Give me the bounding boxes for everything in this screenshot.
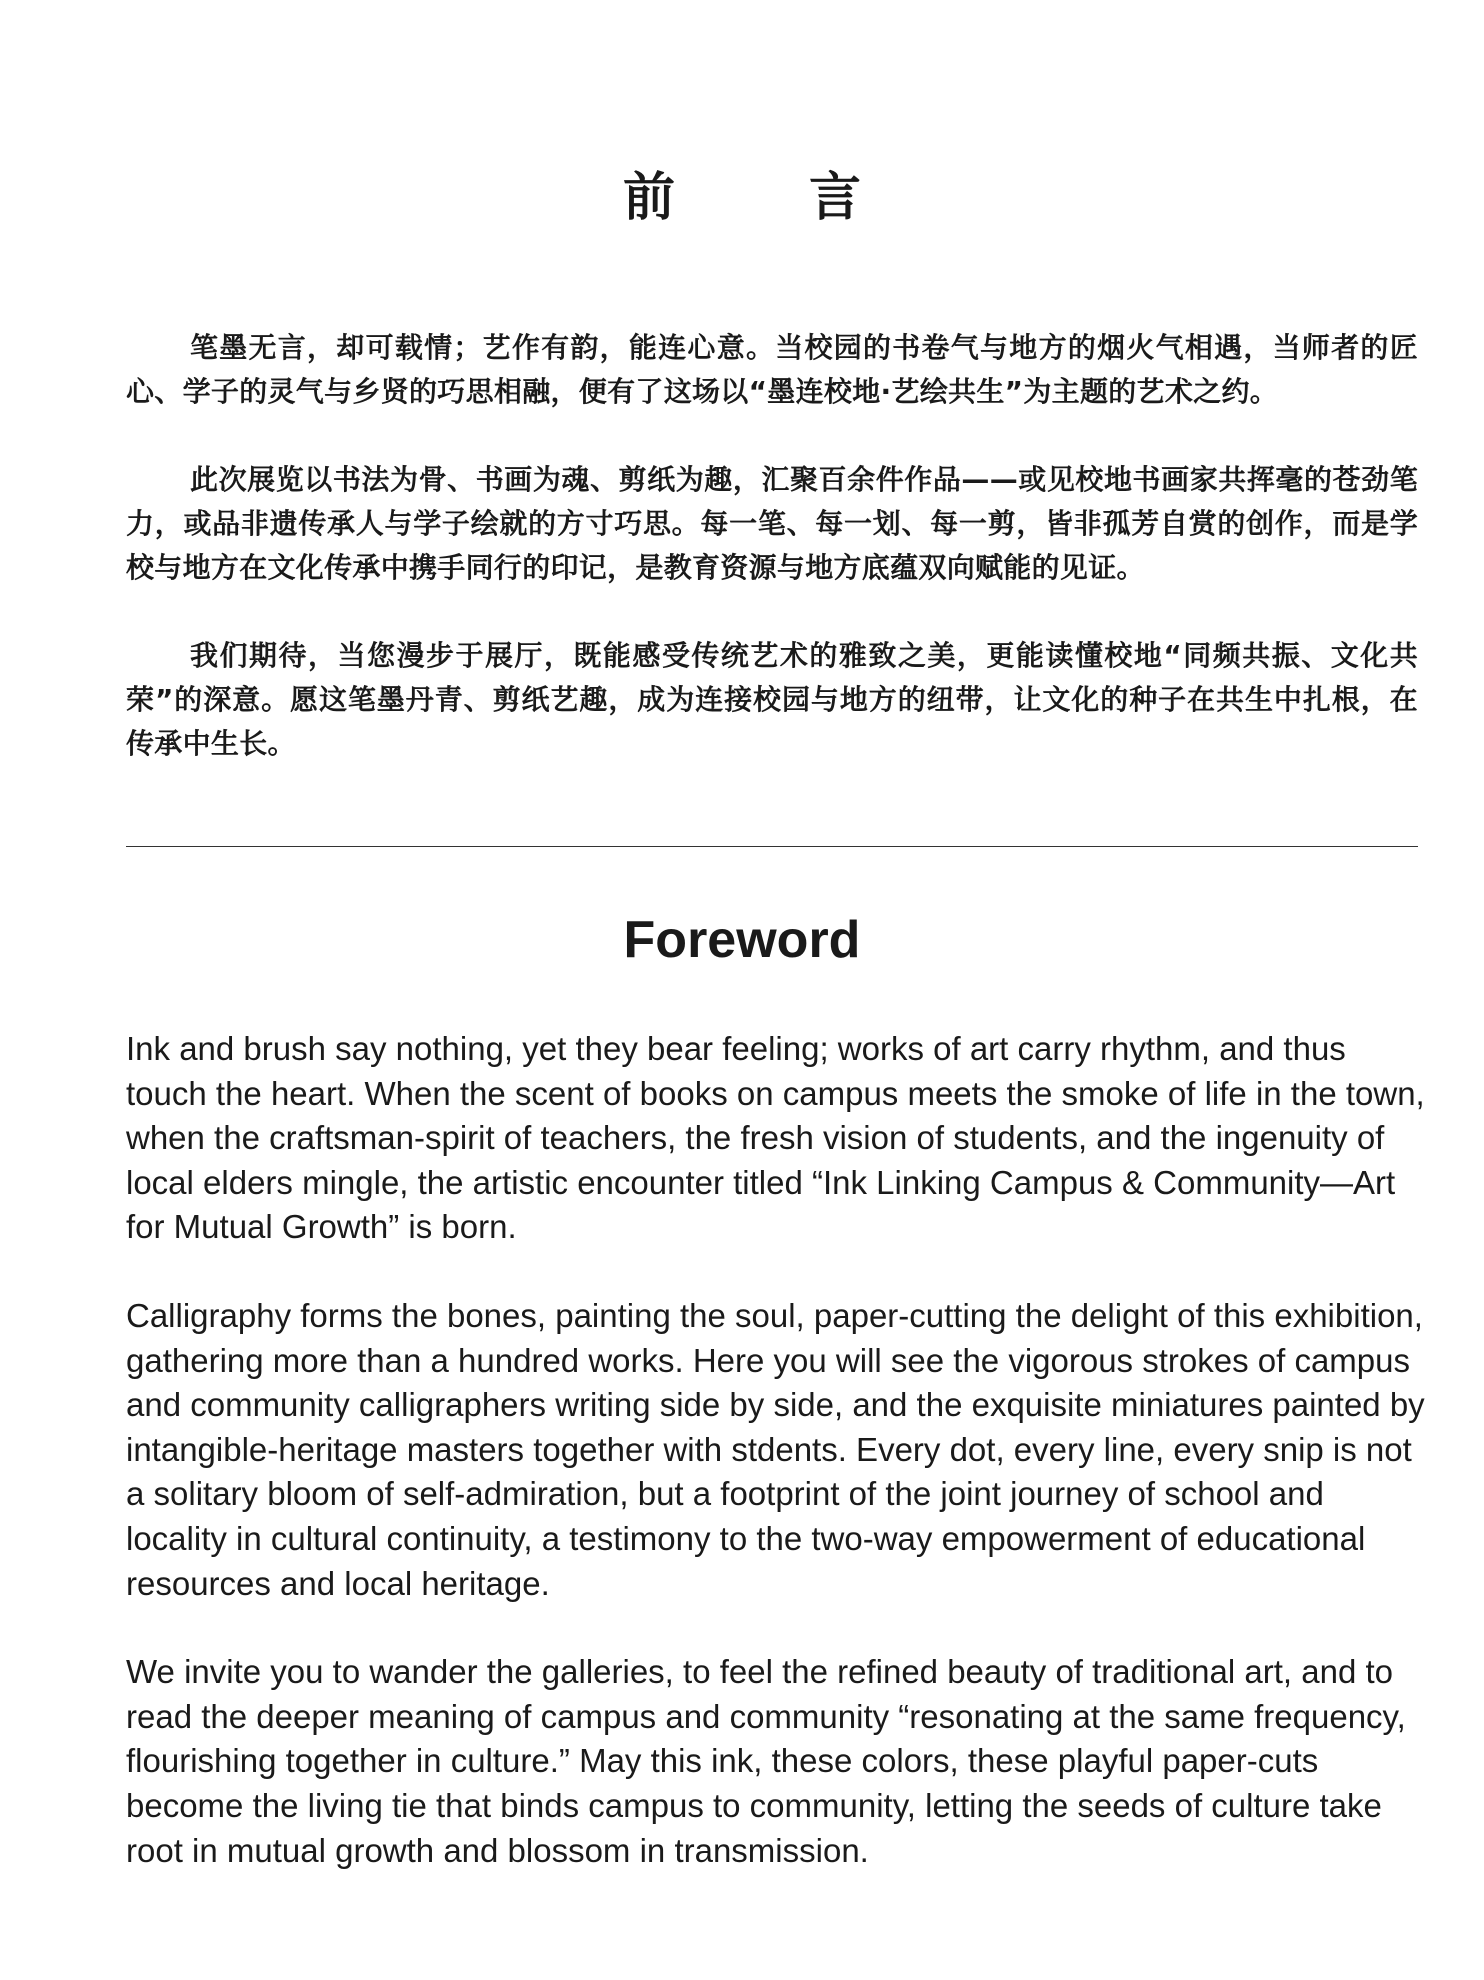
english-body xyxy=(126,1027,1426,1917)
section-divider xyxy=(126,846,1418,847)
english-title: Foreword xyxy=(623,911,861,969)
english-paragraph-3: We invite you to wander the galleries, to feel the refined beauty of traditional art, and to read the deeper meaning of campus and community “resonating at the same frequency, flourishing together in culture.” May this ink, these colors, these playful paper-cuts become the living tie that binds campus to community, letting the seeds of culture take root in mutual growth and blossom in transmission. xyxy=(126,1653,1406,1869)
chinese-title: 前 言 xyxy=(622,168,920,228)
english-paragraph-2: Calligraphy forms the bones, painting the soul, paper-cutting the delight of this exhibition, gathering more than a hundred works. Here you will see the vigorous strokes of campus and community calligraphers writing side by side, and the exquisite miniatures painted by intangible-heritage masters together with stdents. Every dot, every line, every snip is not a solitary bloom of self-admiration, but a footprint of the joint journey of school and locality in cultural continuity, a testimony to the two-way empowerment of educational resources and local heritage. xyxy=(126,1296,1425,1602)
english-paragraph-1: Ink and brush say nothing, yet they bear feeling; works of art carry rhythm, and thus touch the heart. When the scent of books on campus meets the smoke of life in the town, when the craftsman-spirit of teachers, the fresh vision of students, and the ingenuity of local elders mingle, the artistic encounter titled “Ink Linking Campus & Community—Art for Mutual Growth” is born. xyxy=(126,1030,1425,1246)
chinese-paragraph-3: 我们期待，当您漫步于展厅，既能感受传统艺术的雅致之美，更能读懂校地“同频共振、文化共荣”的深意。愿这笔墨丹青、剪纸艺趣，成为连接校园与地方的纽带，让文化的种子在共生中扎根，在传承中生长。 xyxy=(126,639,1418,760)
chinese-paragraph-2: 此次展览以书法为骨、书画为魂、剪纸为趣，汇聚百余件作品——或见校地书画家共挥毫的苍劲笔力，或品非遗传承人与学子绘就的方寸巧思。每一笔、每一划、每一剪，皆非孤芳自赏的创作，而是学校与地方在文化传承中携手同行的印记，是教育资源与地方底蕴双向赋能的见证。 xyxy=(126,463,1418,584)
chinese-body xyxy=(126,326,1418,810)
chinese-paragraph-1: 笔墨无言，却可载情；艺作有韵，能连心意。当校园的书卷气与地方的烟火气相遇，当师者的匠心、学子的灵气与乡贤的巧思相融，便有了这场以“墨连校地·艺绘共生”为主题的艺术之约。 xyxy=(126,331,1418,408)
